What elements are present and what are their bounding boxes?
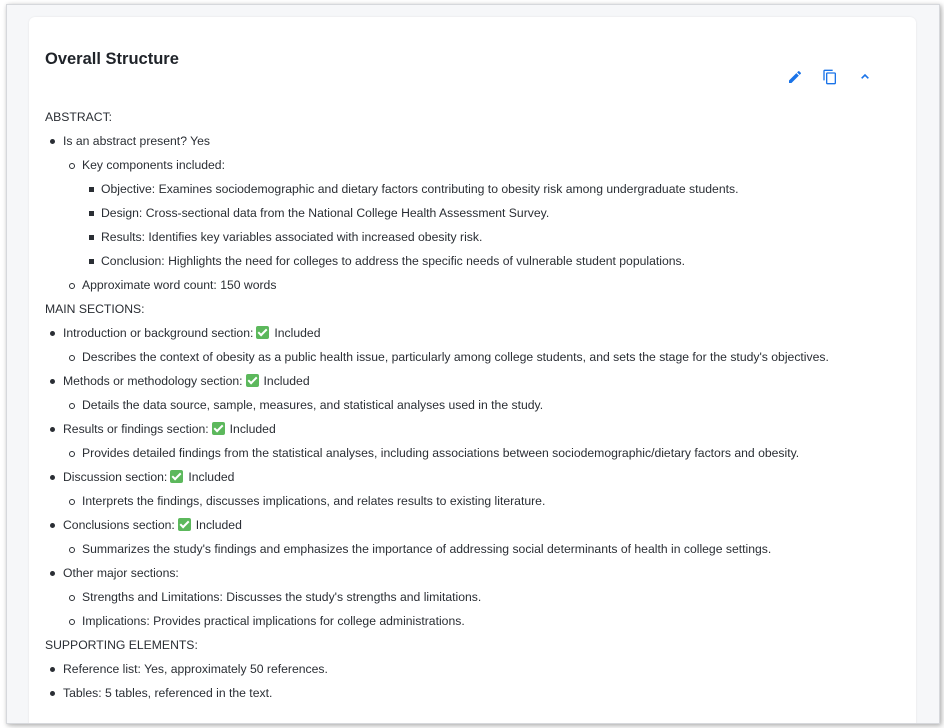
card-actions <box>783 65 877 89</box>
list-item <box>45 513 875 537</box>
chevron-up-icon <box>857 69 873 85</box>
list-item <box>45 273 875 297</box>
section-detail: Interprets the findings, discusses implications, and relates results to existing literature. <box>82 494 546 508</box>
abstract-present: Is an abstract present? Yes <box>63 134 211 148</box>
list-item <box>45 345 875 369</box>
list-item <box>45 129 875 153</box>
section-label: Conclusions section: <box>63 518 175 532</box>
list-item <box>45 225 875 249</box>
components-label: Key components included: <box>82 158 225 172</box>
list-item <box>45 201 875 225</box>
list-item <box>45 681 875 705</box>
section-label: Discussion section: <box>63 470 168 484</box>
section-detail: Details the data source, sample, measures, and statistical analyses used in the study. <box>82 398 544 412</box>
list-item <box>45 321 875 345</box>
section-detail: Provides detailed findings from the statistical analyses, including associations between sociodemographic/dietary factors and obesity. <box>82 446 800 460</box>
word-count: Approximate word count: 150 words <box>82 278 277 292</box>
collapse-button[interactable] <box>853 65 877 89</box>
pencil-icon <box>787 69 803 85</box>
check-icon <box>212 422 225 435</box>
section-heading-main: MAIN SECTIONS: <box>45 302 145 316</box>
included-label: Included <box>274 326 321 340</box>
list-item <box>45 609 875 633</box>
section-detail: Describes the context of obesity as a public health issue, particularly among college students, and sets the stage for the study's objectives. <box>82 350 829 364</box>
list-item <box>45 585 875 609</box>
other-section-item: Strengths and Limitations: Discusses the study's strengths and limitations. <box>82 590 482 604</box>
other-section-item: Implications: Provides practical implications for college administrations. <box>82 614 465 628</box>
supporting-item: Reference list: Yes, approximately 50 references. <box>63 662 328 676</box>
list-item <box>45 561 875 585</box>
section-heading-supporting: SUPPORTING ELEMENTS: <box>45 638 198 652</box>
copy-icon <box>822 69 838 85</box>
check-icon <box>170 470 183 483</box>
check-icon <box>246 374 259 387</box>
included-label: Included <box>263 374 310 388</box>
included-label: Included <box>188 470 235 484</box>
list-item <box>45 249 875 273</box>
section-label: Results or findings section: <box>63 422 209 436</box>
list-item <box>45 153 875 177</box>
structure-content <box>45 105 875 705</box>
copy-button[interactable] <box>818 65 842 89</box>
list-item <box>45 369 875 393</box>
section-heading-abstract: ABSTRACT: <box>45 110 113 124</box>
section-label: Methods or methodology section: <box>63 374 243 388</box>
section-detail: Summarizes the study's findings and emphasizes the importance of addressing social determinants of health in college settings. <box>82 542 772 556</box>
component-conclusion: Conclusion: Highlights the need for colleges to address the specific needs of vulnerable student populations. <box>101 254 686 268</box>
window-frame <box>6 4 940 724</box>
edit-button[interactable] <box>783 65 807 89</box>
list-item <box>45 177 875 201</box>
other-sections-label: Other major sections: <box>63 566 179 580</box>
check-icon <box>178 518 191 531</box>
card-title: Overall Structure <box>45 50 179 68</box>
list-item <box>45 465 875 489</box>
list-item <box>45 441 875 465</box>
list-item <box>45 393 875 417</box>
list-item <box>45 417 875 441</box>
component-design: Design: Cross-sectional data from the National College Health Assessment Survey. <box>101 206 550 220</box>
section-label: Introduction or background section: <box>63 326 254 340</box>
check-icon <box>256 326 269 339</box>
list-item <box>45 657 875 681</box>
component-results: Results: Identifies key variables associated with increased obesity risk. <box>101 230 483 244</box>
included-label: Included <box>229 422 276 436</box>
list-item <box>45 489 875 513</box>
component-objective: Objective: Examines sociodemographic and dietary factors contributing to obesity risk among undergraduate students. <box>101 182 739 196</box>
supporting-item: Tables: 5 tables, referenced in the text. <box>63 686 273 700</box>
list-item <box>45 537 875 561</box>
included-label: Included <box>195 518 242 532</box>
